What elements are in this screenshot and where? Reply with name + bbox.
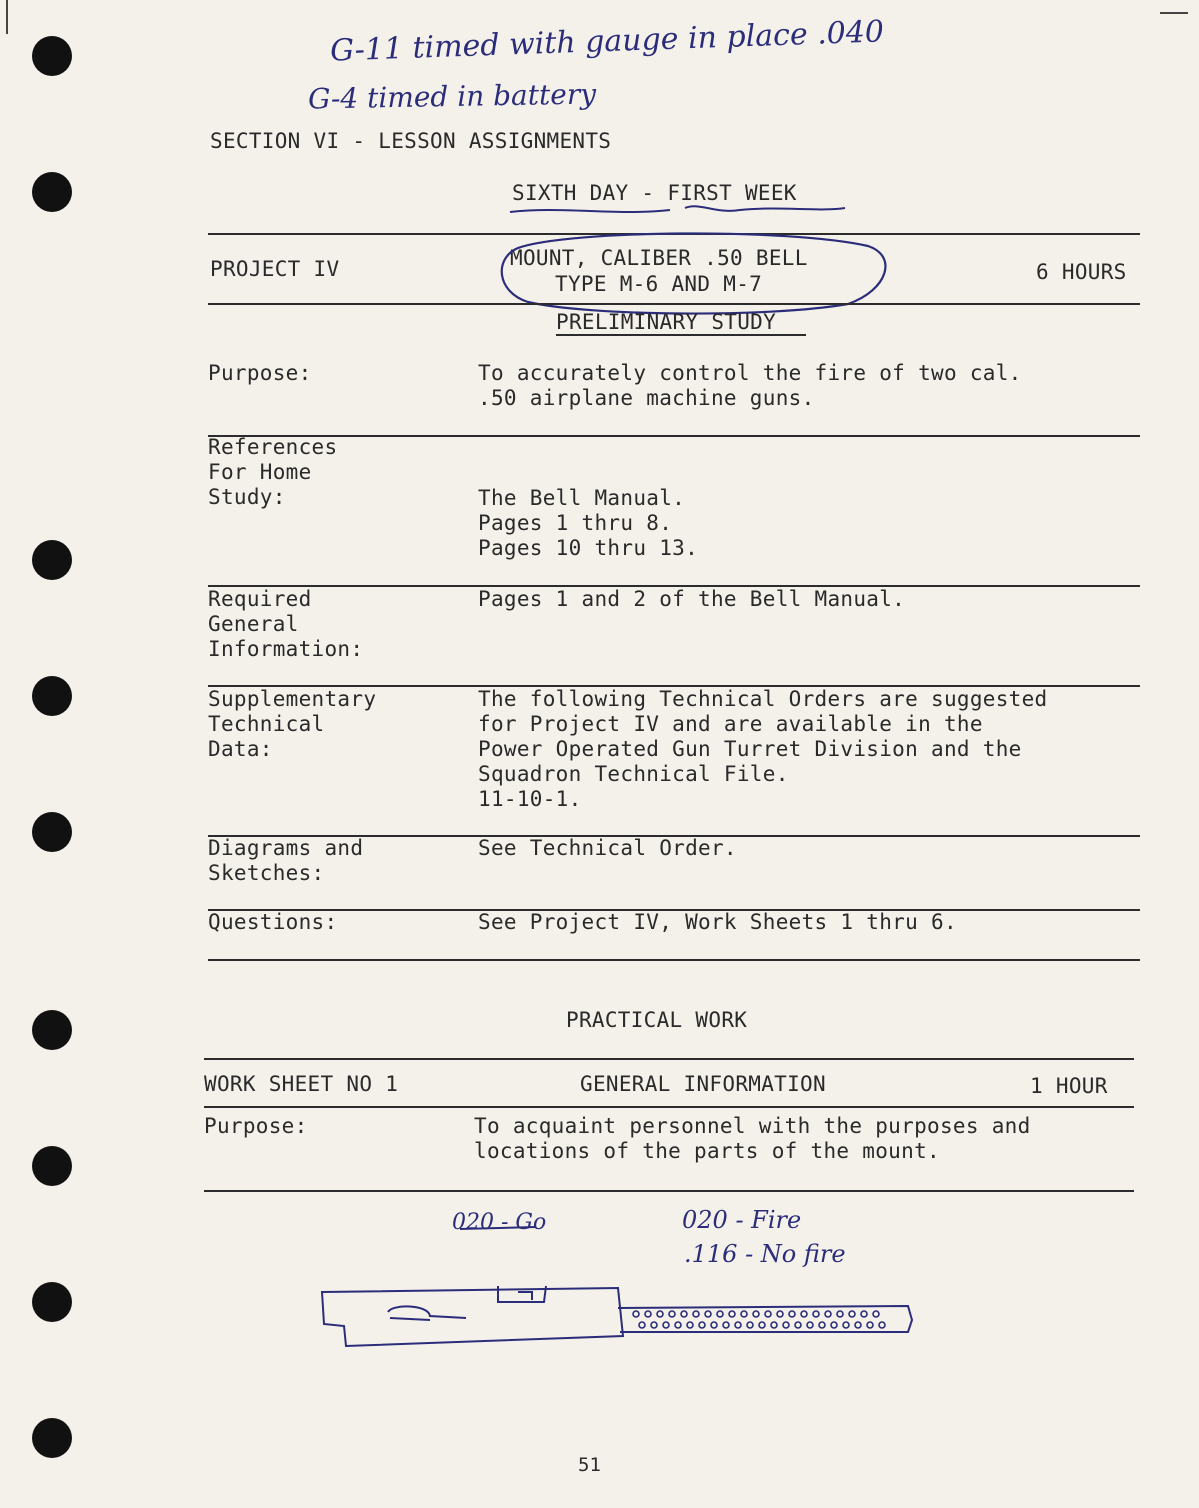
- row-content-purpose: To accurately control the fire of two cal. .50 airplane machine guns.: [478, 361, 1022, 410]
- handwritten-note: 020 - Go: [452, 1210, 547, 1235]
- practical-heading: PRACTICAL WORK: [566, 1008, 748, 1032]
- project-title-line-1: MOUNT, CALIBER .50 BELL: [510, 246, 808, 270]
- row-content-questions: See Project IV, Work Sheets 1 thru 6.: [478, 910, 957, 934]
- divider: [208, 959, 1140, 961]
- project-title-line-2: TYPE M-6 AND M-7: [555, 272, 763, 296]
- day-title: SIXTH DAY - FIRST WEEK: [512, 181, 797, 205]
- row-label-supplementary: Supplementary Technical Data:: [208, 687, 377, 761]
- divider: [208, 435, 1140, 437]
- handwritten-note: 020 - Fire: [682, 1206, 802, 1234]
- divider: [204, 1190, 1134, 1192]
- corner-mark: [1160, 12, 1188, 14]
- day-title-underline: [500, 202, 860, 222]
- row-content-required: Pages 1 and 2 of the Bell Manual.: [478, 587, 906, 611]
- binder-hole-icon: [32, 1282, 72, 1322]
- handwritten-note: G-11 timed with gauge in place .040: [329, 14, 885, 69]
- divider: [204, 1058, 1134, 1060]
- worksheet-title: GENERAL INFORMATION: [580, 1072, 826, 1096]
- page-number: 51: [578, 1454, 601, 1476]
- row-content-references: The Bell Manual. Pages 1 thru 8. Pages 10 thru 13.: [478, 486, 699, 560]
- divider: [208, 303, 1140, 305]
- strikethrough-mark: [458, 1222, 538, 1236]
- binder-hole-icon: [32, 676, 72, 716]
- corner-mark: [6, 0, 8, 34]
- row-content-supplementary: The following Technical Orders are suggested for Project IV and are available in the Power Operated Gun Turret Division and the Squadron Technical File. 11-10-1.: [478, 687, 1048, 811]
- row-label-diagrams: Diagrams and Sketches:: [208, 836, 364, 885]
- row-label-questions: Questions:: [208, 910, 338, 934]
- worksheet-purpose-label: Purpose:: [204, 1114, 308, 1138]
- divider: [204, 1106, 1134, 1108]
- row-label-purpose: Purpose:: [208, 361, 312, 385]
- binder-hole-icon: [32, 1146, 72, 1186]
- project-label: PROJECT IV: [210, 257, 340, 281]
- subheading: PRELIMINARY STUDY: [556, 310, 777, 334]
- worksheet-purpose-content: To acquaint personnel with the purposes and locations of the parts of the mount.: [474, 1114, 1031, 1163]
- worksheet-label: WORK SHEET NO 1: [204, 1072, 399, 1096]
- binder-hole-icon: [32, 1010, 72, 1050]
- row-content-diagrams: See Technical Order.: [478, 836, 737, 860]
- worksheet-hours: 1 HOUR: [1030, 1074, 1108, 1098]
- gun-sketch: [318, 1276, 918, 1356]
- section-title: SECTION VI - LESSON ASSIGNMENTS: [210, 129, 612, 153]
- subheading-underline: [556, 334, 806, 336]
- binder-hole-icon: [32, 36, 72, 76]
- handwritten-note: G-4 timed in battery: [307, 77, 597, 116]
- binder-hole-icon: [32, 540, 72, 580]
- binder-hole-icon: [32, 1418, 72, 1458]
- handwritten-note: .116 - No fire: [684, 1240, 846, 1268]
- row-label-references: References For Home Study:: [208, 435, 338, 509]
- binder-hole-icon: [32, 812, 72, 852]
- row-label-required: Required General Information:: [208, 587, 364, 661]
- project-hours: 6 HOURS: [1036, 260, 1127, 284]
- binder-hole-icon: [32, 172, 72, 212]
